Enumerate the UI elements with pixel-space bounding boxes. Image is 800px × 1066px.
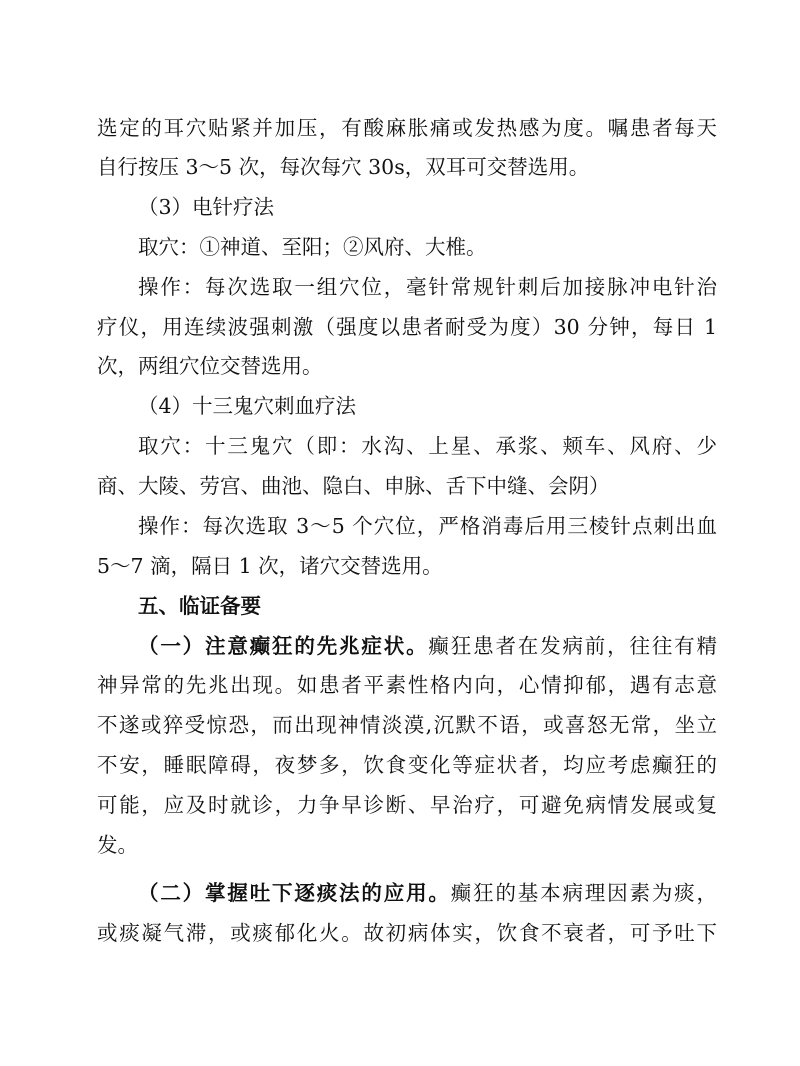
text-line: 或痰凝气滞，或痰郁化火。故初病体实，饮食不衰者，可予吐下 (97, 921, 717, 945)
paragraph-lead-rest: 癫狂患者在发病前，往往有精 (428, 634, 718, 658)
text-line: 自行按压 3～5 次，每次每穴 30s，双耳可交替选用。 (97, 155, 590, 179)
text-line: 疗仪，用连续波强刺激（强度以患者耐受为度）30 分钟，每日 1 (97, 315, 717, 339)
text-line: 操作：每次选取 3～5 个穴位，严格消毒后用三棱针点刺出血 (138, 514, 717, 538)
text-line: 选定的耳穴贴紧并加压，有酸麻胀痛或发热感为度。嘱患者每天 (97, 116, 717, 140)
paragraph-lead-bold: （一）注意癫狂的先兆症状。 (138, 634, 429, 658)
subheading-electro-acupuncture: （3）电针疗法 (138, 195, 275, 219)
text-line (138, 880, 717, 906)
text-line: 取穴：十三鬼穴（即：水沟、上星、承浆、颊车、风府、少 (138, 434, 717, 458)
text-line (138, 633, 717, 659)
text-line: 操作：每次选取一组穴位，毫针常规针刺后加接脉冲电针治 (138, 275, 717, 299)
text-line: 可能，应及时就诊，力争早诊断、早治疗，可避免病情发展或复 (97, 793, 717, 817)
text-line: 发。 (97, 833, 138, 857)
text-line: 5～7 滴，隔日 1 次，诸穴交替选用。 (97, 554, 443, 578)
text-line: 次，两组穴位交替选用。 (97, 354, 323, 378)
text-line: 不遂或猝受惊恐，而出现神情淡漠,沉默不语，或喜怒无常，坐立 (97, 713, 717, 737)
text-line: 不安，睡眠障碍，夜梦多，饮食变化等症状者，均应考虑癫狂的 (97, 753, 717, 777)
text-line: 商、大陵、劳宫、曲池、隐白、申脉、舌下中缝、会阴） (97, 474, 610, 498)
paragraph-lead-bold: （二）掌握吐下逐痰法的应用。 (138, 881, 451, 905)
paragraph-lead-rest: 癫狂的基本病理因素为痰， (450, 881, 718, 905)
section-heading: 五、临证备要 (138, 594, 261, 618)
text-line: 神异常的先兆出现。如患者平素性格内向，心情抑郁，遇有志意 (97, 673, 717, 697)
text-line: 取穴：①神道、至阳；②风府、大椎。 (138, 235, 487, 259)
subheading-bloodletting: （4）十三鬼穴刺血疗法 (138, 394, 357, 418)
